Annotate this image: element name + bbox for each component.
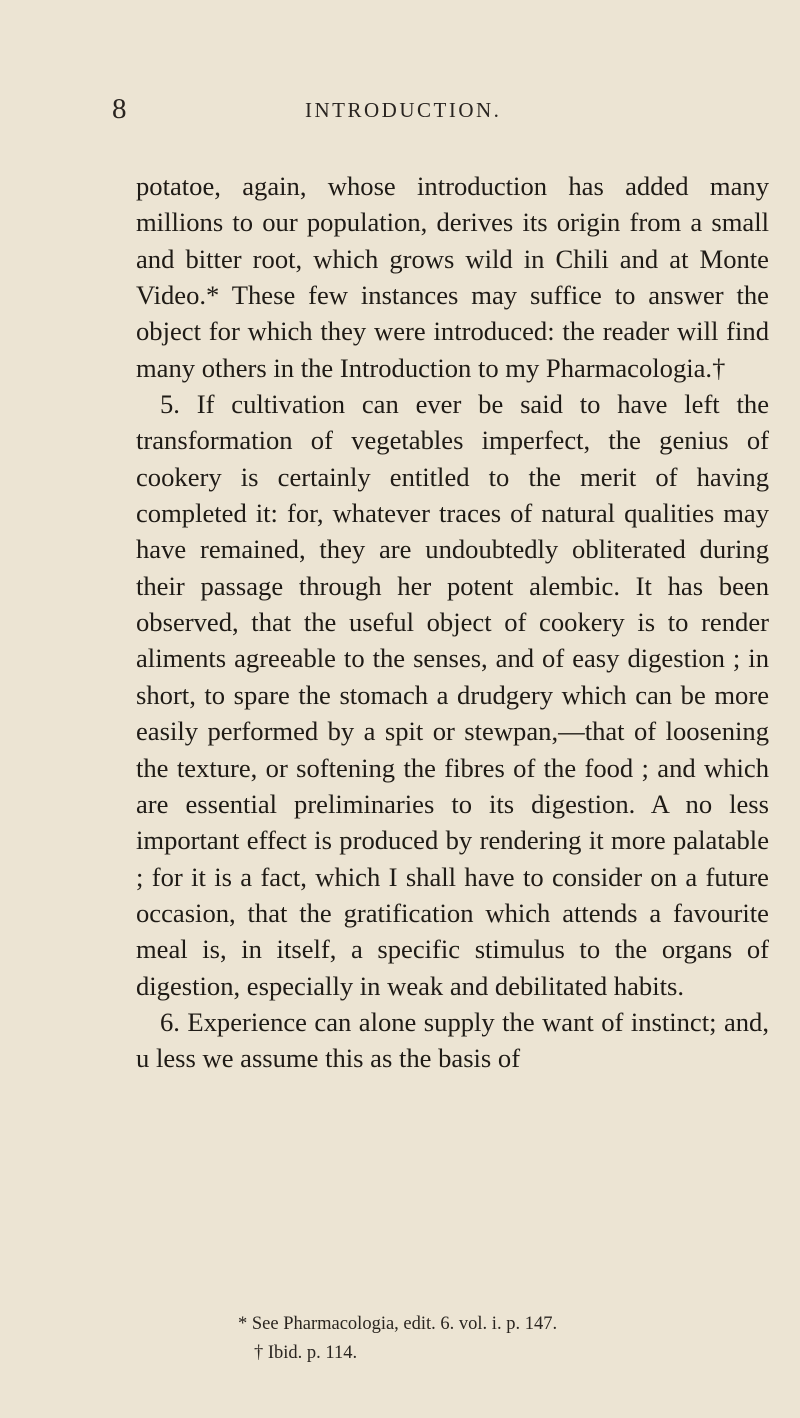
paragraph-5: 5. If cultivation can ever be said to have left the transformation of vegetables imperfect, the genius of cookery is certainly entitled to the merit of having completed it: for, whatever traces of natural qualities may have remained, they are undoubtedly obliterated during their passage through her potent alembic. It has been observed, that the useful object of cookery is to render aliments agreeable to the senses, and of easy digestion ; in short, to spare the stomach a drudgery which can be more easily performed by a spit or stewpan,—that of loosening the texture, or softening the fibres of the food ; and which are essential preliminaries to its digestion. A no less important effect is produced by rendering it more palatable ; for it is a fact, which I shall have to consider on a future occasion, that the gratification which attends a favourite meal is, in itself, a specific stimulus to the organs of digestion, especially in weak and debilitated habits. — [136, 389, 769, 1001]
footnote-asterisk: * See Pharmacologia, edit. 6. vol. i. p. 147. — [238, 1314, 558, 1334]
page-number: 8 — [112, 93, 127, 125]
running-title: INTRODUCTION. — [305, 98, 502, 122]
paragraph-6: 6. Experience can alone supply the want of instinct; and, u less we assume this as the basis of — [136, 1006, 769, 1074]
body-text — [136, 168, 769, 1077]
footnote-dagger: † Ibid. p. 114. — [254, 1343, 358, 1363]
running-head — [0, 89, 800, 129]
paragraph-continued: potatoe, again, whose introduction has added many millions to our population, derives its origin from a small and bitter root, which grows wild in Chili and at Monte Video.* These few instances may suffice to answer the object for which they were introduced: the reader will find many others in the Introduction to my Pharmacologia.† — [136, 171, 769, 383]
